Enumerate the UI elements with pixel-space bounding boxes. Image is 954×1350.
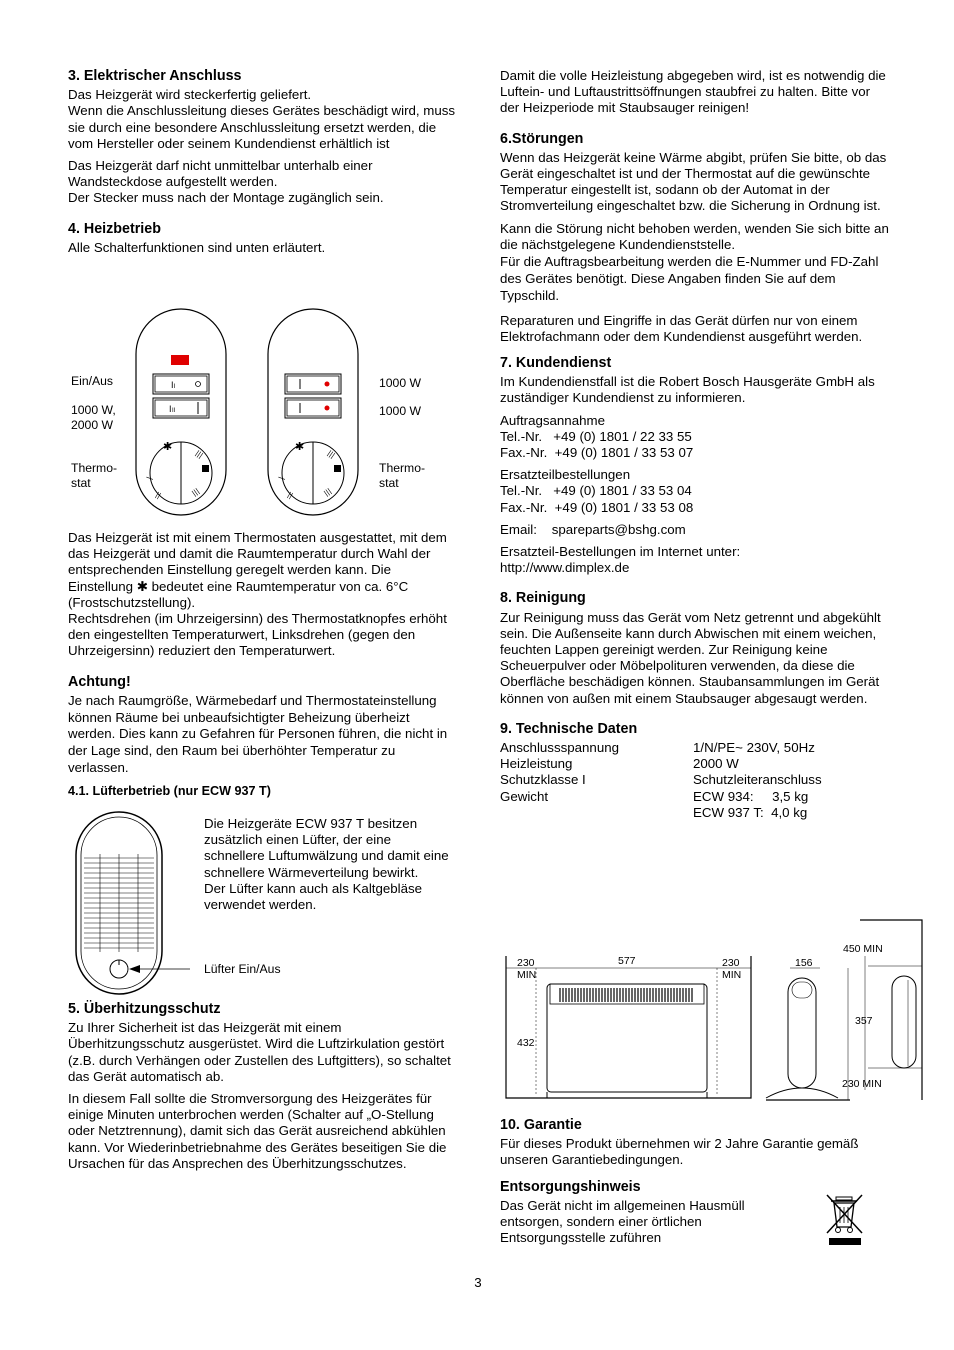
section-5-title: 5. Überhitzungsschutz: [68, 1001, 221, 1017]
svg-text:✱: ✱: [295, 440, 305, 453]
dim-357: 357: [855, 1015, 873, 1027]
switch-1000w-a: [287, 376, 339, 392]
section-4-1-text: [204, 816, 454, 919]
section-7-email: Email: spareparts@bshg.com: [500, 521, 686, 537]
dim-577: 577: [618, 955, 636, 967]
spec-value: 1/N/PE~ 230V, 50Hz: [693, 740, 815, 756]
achtung-paragraph: Je nach Raumgröße, Wärmebedarf und Thermostateinstellung können Räume bei unbeaufsichtigter Beheizung überheizt werden. Dies kann zu Gefahren für Personen führen, die nicht in der Lage sind, den Raum bei überhöhter Temperatur zu verlassen.: [68, 692, 448, 776]
section-5: [68, 1001, 458, 1178]
achtung-title: Achtung!: [68, 673, 131, 690]
section-10-paragraph: Für dieses Produkt übernehmen wir 2 Jahre Garantie gemäß unseren Garantiebedingungen.: [500, 1136, 859, 1168]
section-5-paragraph-2: In diesem Fall sollte die Stromversorgung des Heizgerätes für einige Minuten unterbrochen werden (Schalter auf „O-Stellung oder Netztrennung), damit sich das Gerät ausreichend abkühlen kann. Vor Wiederinbetriebnahme des Gerätes beseitigen Sie die Ursachen für das Ansprechen des Überhitzungsschutzes.: [68, 1091, 447, 1171]
svg-text:|: |: [277, 475, 286, 481]
section-4-1-title: 4.1. Lüfterbetrieb (nur ECW 937 T): [68, 783, 271, 798]
power-switch: [155, 400, 207, 416]
dim-230-right: 230 MIN: [722, 957, 742, 981]
svg-text:✱: ✱: [163, 440, 173, 453]
spec-key: Schutzklasse I: [500, 772, 586, 788]
tech-specs-table: [500, 740, 890, 821]
svg-text:|||: |||: [322, 487, 333, 498]
label-ein-aus: Ein/Aus: [71, 374, 114, 388]
svg-text:||: ||: [154, 490, 163, 501]
label-1000w-b: 1000 W: [379, 404, 422, 418]
section-4-paragraph-2: Das Heizgerät ist mit einem Thermostaten ausgestattet, mit dem das Heizgerät und damit die Raumtemperatur durch Wahl der entsprechenden Einstellung geregelt werden kann. Die Einstellung ✱ bedeutet eine Raumtemperatur von ca. 6°C (Frostschutzstellung). Rechtsdrehen (im Uhrzeigersinn) des Thermostatknopfes erhöht den eingestellten Temperaturwert, Linksdrehen (gegen den Uhrzeigersinn) reduziert den Temperaturwert.: [68, 530, 447, 659]
section-4-paragraph-1: Alle Schalterfunktionen sind unten erläutert.: [68, 239, 326, 255]
section-3-paragraph-1: Das Heizgerät wird steckerfertig geliefert. Wenn die Anschlussleitung dieses Gerätes beschädigt wird, muss sie durch eine besondere Anschlussleitung ersetzt werden, die vom Hersteller oder seinem Kundendienst erhältlich ist: [68, 87, 456, 151]
section-3-title: 3. Elektrischer Anschluss: [68, 68, 242, 84]
svg-text:I: I: [173, 384, 176, 390]
label-thermostat-right: Thermo- stat: [379, 461, 426, 490]
fan-heater-figure: [72, 810, 197, 996]
section-5-paragraph-1: Zu Ihrer Sicherheit ist das Heizgerät mit einem Überhitzungsschutz ausgerüstet. Wird die Luftzirkulation gestört (z.B. durch Verhängen oder Zustellen des Luftgitters), so schaltet das Gerät automatisch ab.: [68, 1020, 451, 1084]
disposal-paragraph: Das Gerät nicht im allgemeinen Hausmüll entsorgen, sondern einer örtlichen Entsorgungsstelle zuführen: [500, 1197, 745, 1246]
section-7-order-contact: Auftragsannahme Tel.-Nr. +49 (0) 1801 / 22 33 55 Fax.-Nr. +49 (0) 1801 / 33 53 07: [500, 412, 694, 461]
spec-value: ECW 934: 3,5 kg: [693, 788, 809, 804]
spec-key: Gewicht: [500, 788, 549, 804]
svg-text:||: ||: [286, 490, 295, 501]
spec-key: Heizleistung: [500, 756, 573, 772]
label-1000w-2000w: 1000 W, 2000 W: [71, 403, 116, 432]
section-9-title: 9. Technische Daten: [500, 720, 638, 737]
label-thermostat-left: Thermo- stat: [71, 461, 118, 490]
section-4-1-paragraph: Die Heizgeräte ECW 937 T besitzen zusätzlich einen Lüfter, der eine schnellere Luftumwälzung und damit eine schnellere Wärmeverteilung bewirkt. Der Lüfter kann auch als Kaltgebläse verwendet werden.: [204, 816, 449, 913]
label-fan-on-off: Lüfter Ein/Aus: [204, 962, 281, 976]
section-6-paragraph-2: Kann die Störung nicht behoben werden, wenden Sie sich bitte an die nächstgelegene Kundendienststelle. Für die Auftragsbearbeitung werden die E-Nummer und FD-Zahl des Gerätes benötigt. Diese Angaben finden Sie auf dem Typschild.: [500, 220, 889, 303]
dim-450-min: 450 MIN: [843, 943, 883, 955]
spec-key: [500, 805, 693, 821]
dim-230-min-bottom: 230 MIN: [842, 1078, 882, 1090]
indicator-lamp-icon: [171, 355, 189, 365]
section-4-title: 4. Heizbetrieb: [68, 220, 161, 237]
spec-value: Schutzleiteranschluss: [693, 772, 822, 788]
on-off-switch: [155, 376, 207, 392]
svg-text:|: |: [145, 475, 154, 481]
section-6-paragraph-3: Reparaturen und Eingriffe in das Gerät dürfen nur von einem Elektrofachmann oder dem Kundendienst ausgeführt werden.: [500, 312, 863, 344]
dim-432: 432: [517, 1037, 535, 1049]
page-number: 3: [474, 1275, 482, 1290]
right-column: [500, 68, 890, 821]
section-7-parts-contact: Ersatzteilbestellungen Tel.-Nr. +49 (0) 1801 / 33 53 04 Fax.-Nr. +49 (0) 1801 / 33 53 08: [500, 467, 694, 515]
dim-230-left: 230 MIN: [517, 957, 537, 981]
svg-text:|||: |||: [193, 449, 205, 460]
control-panel-figure: [135, 308, 360, 518]
svg-text:II: II: [172, 408, 176, 414]
section-7-paragraph-1: Im Kundendienstfall ist die Robert Bosch Hausgeräte GmbH als zuständiger Kundendienst zu informieren.: [500, 374, 875, 406]
intro-paragraph: Damit die volle Heizleistung abgegeben wird, ist es notwendig die Luftein- und Luftaustrittsöffnungen staubfrei zu halten. Bitte vor der Heizperiode mit Staubsauger reinigen!: [500, 68, 886, 116]
spec-value: 2000 W: [693, 756, 739, 772]
switch-1000w-b: [287, 400, 339, 416]
section-10-title: 10. Garantie: [500, 1117, 582, 1133]
section-6-paragraph-1: Wenn das Heizgerät keine Wärme abgibt, prüfen Sie bitte, ob das Gerät eingeschaltet ist und der Thermostat auf die gewünschte Temperatur eingestellt ist, sodann ob der Automat in der Stromverteilung eingeschaltet bzw. die Sicherung in Ordnung ist.: [500, 149, 887, 214]
crossed-out-bin-icon: [824, 1193, 866, 1249]
dim-156: 156: [795, 957, 813, 969]
left-column-lower: [68, 530, 458, 799]
section-3-paragraph-2: Das Heizgerät darf nicht unmittelbar unterhalb einer Wandsteckdose aufgestellt werden. Der Stecker muss nach der Montage zugänglich sein.: [68, 158, 384, 206]
svg-text:I: I: [169, 404, 172, 414]
spec-key: Anschlussspannung: [500, 740, 620, 756]
section-7-title: 7. Kundendienst: [500, 355, 612, 372]
section-8-title: 8. Reinigung: [500, 590, 586, 607]
svg-text:I: I: [171, 380, 174, 390]
svg-text:|||: |||: [190, 487, 201, 498]
disposal-title: Entsorgungshinweis: [500, 1178, 641, 1195]
label-1000w-a: 1000 W: [379, 376, 422, 390]
section-6-title: 6.Störungen: [500, 130, 584, 147]
section-7-internet: Ersatzteil-Bestellungen im Internet unter: http://www.dimplex.de: [500, 544, 741, 576]
section-8-paragraph: Zur Reinigung muss das Gerät vom Netz getrennt und abgekühlt sein. Die Außenseite kann durch Abwischen mit einem weichen, feuchten Lappen gereinigt werden. Zur Reinigung keine Scheuerpulver oder Möbelpolituren verwenden, da diese die Oberfläche beschädigen können. Staubansammlungen im Gerät können von außen mit einem Staubsauger abgesaugt werden.: [500, 609, 881, 706]
svg-text:|||: |||: [325, 449, 337, 460]
left-column: [68, 68, 458, 262]
spec-value: ECW 937 T: 4,0 kg: [693, 804, 808, 820]
